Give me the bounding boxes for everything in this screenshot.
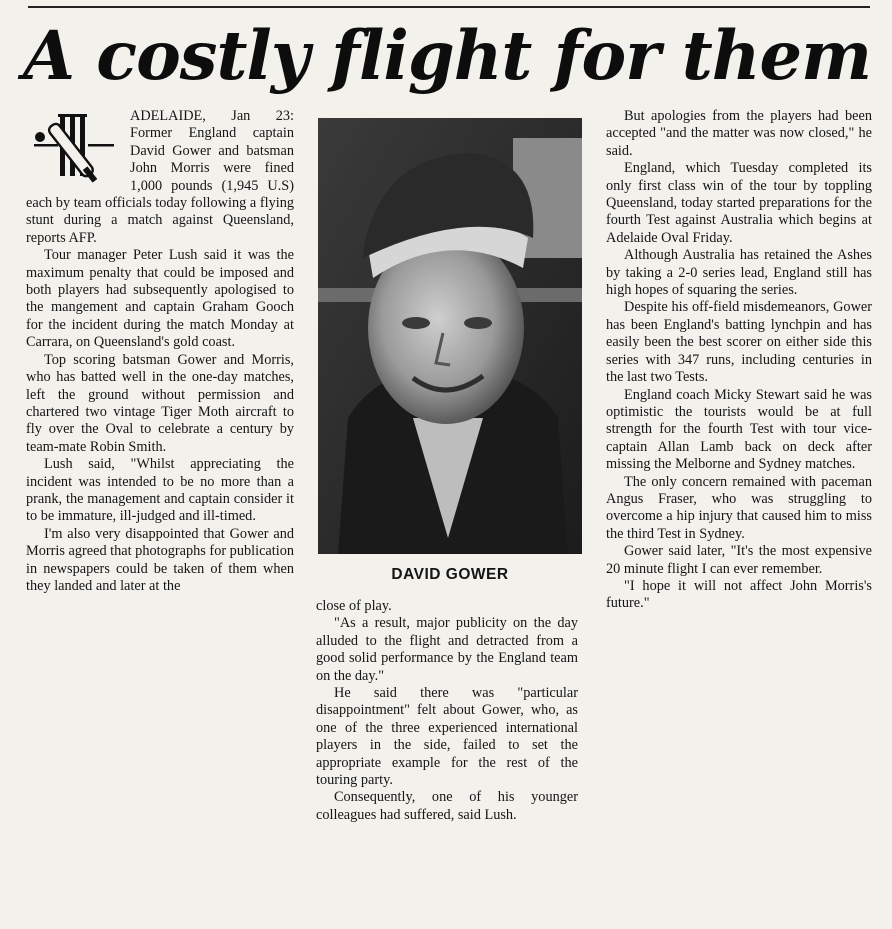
article-paragraph: "As a result, major publicity on the day alluded to the flight and detracted from a good solid performance by the England team on the day." (316, 615, 578, 684)
article-paragraph: Tour manager Peter Lush said it was the maximum penalty that could be imposed and both players had subsequently apologised to the mangement and captain Graham Gooch for the incident during the match Monday at Carrara, on Queensland's gold coast. (26, 247, 294, 351)
cricket-stumps-and-ball-icon (26, 110, 122, 192)
photo-caption: DAVID GOWER (391, 566, 509, 583)
article-paragraph: The only concern remained with paceman Angus Fraser, who was struggling to overcome a hip injury that caused him to miss the third Test in Sydney. (606, 473, 872, 542)
article-paragraph: Despite his off-field misdemeanors, Gower has been England's batting lynchpin and has easily been the best scorer on either side this series with 347 runs, including centuries in the last two Tests. (606, 299, 872, 386)
article-paragraph: England coach Micky Stewart said he was optimistic the tourists would be at full strength for the fourth Test with tour vice-captain Allan Lamb back on deck after missing the Melborne and Sydney matches. (606, 386, 872, 473)
article-paragraph: He said there was "particular disappointment" felt about Gower, who, as one of the three experienced international players in the side, failed to set the appropriate example for the rest of the touring party. (316, 685, 578, 789)
headline: A costly flight for them (22, 16, 872, 95)
article-paragraph: But apologies from the players had been accepted "and the matter was now closed," he said. (606, 108, 872, 159)
article-paragraph: I'm also very disappointed that Gower and Morris agreed that photographs for publication in newspapers could be taken of them when they landed and later at the (26, 525, 294, 594)
article-paragraph: England, which Tuesday completed its only first class win of the tour by toppling Queensland, today started preparations for the fourth Test against Australia which begins at Adelaide Oval Friday. (606, 160, 872, 246)
article-column-1 (26, 108, 294, 595)
article-column-2 (316, 598, 578, 824)
article-column-3 (606, 108, 872, 613)
article-paragraph: "I hope it will not affect John Morris's future." (606, 577, 872, 612)
article-paragraph: Top scoring batsman Gower and Morris, who has batted well in the one-day matches, left the ground without permission and chartered two vintage Tiger Moth aircraft to fly over the Oval to celebrate a century by team-mate Robin Smith. (26, 351, 294, 455)
article-paragraph: Gower said later, "It's the most expensive 20 minute flight I can ever remember. (606, 543, 872, 577)
portrait-illustration (318, 118, 582, 554)
portrait-photo (318, 118, 582, 554)
article-paragraph: Although Australia has retained the Ashes by taking a 2-0 series lead, England still has high hopes of squaring the series. (606, 247, 872, 299)
article-paragraph: Consequently, one of his younger colleagues had suffered, said Lush. (316, 789, 578, 823)
top-rule (28, 6, 870, 8)
article-paragraph: Lush said, "Whilst appreciating the incident was intended to be no more than a prank, the management and captain consider it to be immature, ill-judged and ill-timed. (26, 456, 294, 525)
article-paragraph: ADELAIDE, Jan 23: Former England captain David Gower and batsman John Morris were fined 1,000 pounds (1,945 U.S) each by team officials today following a flying stunt during a match against Queensland, reports AFP. (26, 108, 294, 246)
article-paragraph: close of play. (316, 598, 392, 614)
